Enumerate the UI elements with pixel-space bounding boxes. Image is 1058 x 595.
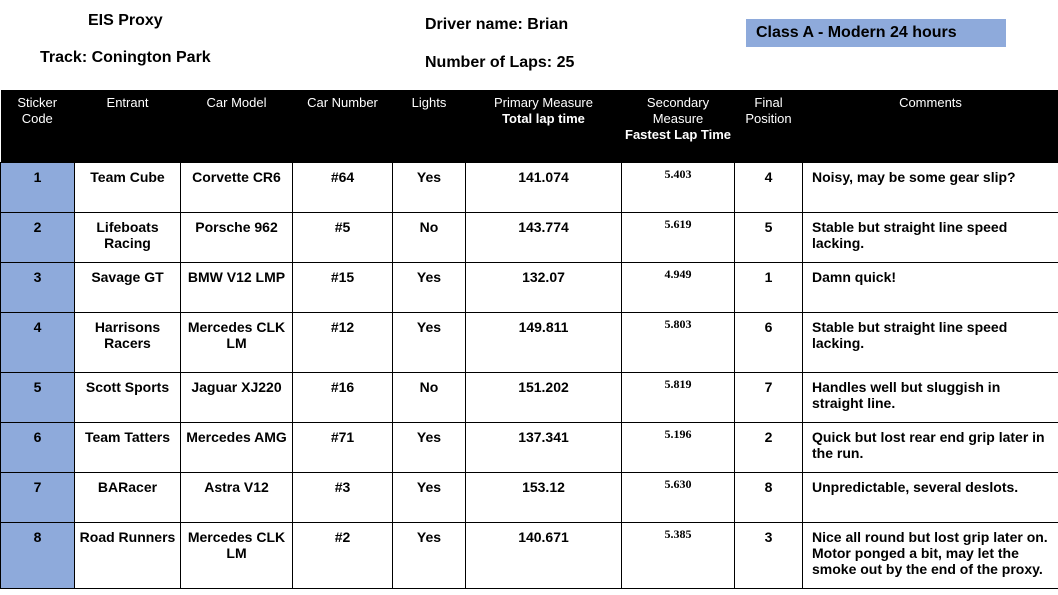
car-model: Porsche 962 (181, 212, 293, 262)
lights: Yes (393, 422, 466, 472)
final-position: 4 (735, 162, 803, 212)
primary-measure-bold: Total lap time (502, 111, 585, 126)
sticker-code: 6 (1, 422, 75, 472)
fastest-lap-time: 5.619 (622, 212, 735, 262)
comment: Nice all round but lost grip later on. Motor ponged a bit, may let the smoke out by the end of the proxy. (803, 522, 1058, 588)
car-number: #5 (293, 212, 393, 262)
car-number: #64 (293, 162, 393, 212)
lights: Yes (393, 522, 466, 588)
comment: Quick but lost rear end grip later in the run. (803, 422, 1058, 472)
col-entrant: Entrant (75, 90, 181, 162)
event-title: EIS Proxy (88, 12, 163, 29)
total-lap-time: 141.074 (466, 162, 622, 212)
table-row (1, 372, 1058, 422)
primary-measure-label: Primary Measure (494, 95, 593, 110)
secondary-measure-label: Secondary Measure (646, 95, 710, 126)
car-model: Mercedes AMG (181, 422, 293, 472)
sticker-code: 8 (1, 522, 75, 588)
col-comments: Comments (803, 90, 1058, 162)
sticker-code: 5 (1, 372, 75, 422)
sticker-code: 2 (1, 212, 75, 262)
comment: Stable but straight line speed lacking. (803, 212, 1058, 262)
table-header-row (1, 90, 1058, 162)
final-position: 6 (735, 312, 803, 372)
comment: Handles well but sluggish in straight line. (803, 372, 1058, 422)
secondary-measure-bold: Fastest Lap Time (625, 127, 731, 142)
results-table (0, 90, 1058, 589)
final-position: 1 (735, 262, 803, 312)
final-position: 3 (735, 522, 803, 588)
lights: No (393, 372, 466, 422)
table-row (1, 312, 1058, 372)
entrant: Road Runners (75, 522, 181, 588)
lights: No (393, 212, 466, 262)
comment: Stable but straight line speed lacking. (803, 312, 1058, 372)
comment: Unpredictable, several deslots. (803, 472, 1058, 522)
comment: Noisy, may be some gear slip? (803, 162, 1058, 212)
fastest-lap-time: 4.949 (622, 262, 735, 312)
total-lap-time: 153.12 (466, 472, 622, 522)
fastest-lap-time: 5.803 (622, 312, 735, 372)
table-row (1, 472, 1058, 522)
car-number: #15 (293, 262, 393, 312)
lights: Yes (393, 312, 466, 372)
total-lap-time: 140.671 (466, 522, 622, 588)
entrant: Team Tatters (75, 422, 181, 472)
sticker-code: 4 (1, 312, 75, 372)
class-banner: Class A - Modern 24 hours (746, 19, 1006, 47)
fastest-lap-time: 5.403 (622, 162, 735, 212)
lights: Yes (393, 262, 466, 312)
table-row (1, 262, 1058, 312)
total-lap-time: 149.811 (466, 312, 622, 372)
entrant: Team Cube (75, 162, 181, 212)
final-position: 8 (735, 472, 803, 522)
sticker-code: 3 (1, 262, 75, 312)
laps-label: Number of Laps: 25 (425, 54, 575, 71)
entrant: BARacer (75, 472, 181, 522)
final-position: 7 (735, 372, 803, 422)
entrant: Harrisons Racers (75, 312, 181, 372)
car-model: Mercedes CLK LM (181, 312, 293, 372)
col-sticker-code: Sticker Code (1, 90, 75, 162)
driver-label: Driver name: Brian (425, 16, 569, 33)
car-model: Mercedes CLK LM (181, 522, 293, 588)
fastest-lap-time: 5.385 (622, 522, 735, 588)
car-model: BMW V12 LMP (181, 262, 293, 312)
col-car-model: Car Model (181, 90, 293, 162)
final-position: 5 (735, 212, 803, 262)
sticker-code: 7 (1, 472, 75, 522)
table-row (1, 162, 1058, 212)
track-label: Track: Conington Park (40, 49, 211, 66)
table-row (1, 522, 1058, 588)
comment: Damn quick! (803, 262, 1058, 312)
fastest-lap-time: 5.630 (622, 472, 735, 522)
lights: Yes (393, 472, 466, 522)
lights: Yes (393, 162, 466, 212)
table-row (1, 422, 1058, 472)
col-lights: Lights (393, 90, 466, 162)
entrant: Scott Sports (75, 372, 181, 422)
car-number: #3 (293, 472, 393, 522)
col-secondary-measure (622, 90, 735, 162)
entrant: Lifeboats Racing (75, 212, 181, 262)
total-lap-time: 151.202 (466, 372, 622, 422)
car-model: Corvette CR6 (181, 162, 293, 212)
fastest-lap-time: 5.819 (622, 372, 735, 422)
col-final-position: Final Position (735, 90, 803, 162)
car-number: #12 (293, 312, 393, 372)
car-model: Astra V12 (181, 472, 293, 522)
total-lap-time: 143.774 (466, 212, 622, 262)
car-number: #71 (293, 422, 393, 472)
final-position: 2 (735, 422, 803, 472)
car-model: Jaguar XJ220 (181, 372, 293, 422)
col-car-number: Car Number (293, 90, 393, 162)
entrant: Savage GT (75, 262, 181, 312)
sticker-code: 1 (1, 162, 75, 212)
car-number: #2 (293, 522, 393, 588)
col-primary-measure (466, 90, 622, 162)
fastest-lap-time: 5.196 (622, 422, 735, 472)
total-lap-time: 137.341 (466, 422, 622, 472)
table-row (1, 212, 1058, 262)
total-lap-time: 132.07 (466, 262, 622, 312)
car-number: #16 (293, 372, 393, 422)
